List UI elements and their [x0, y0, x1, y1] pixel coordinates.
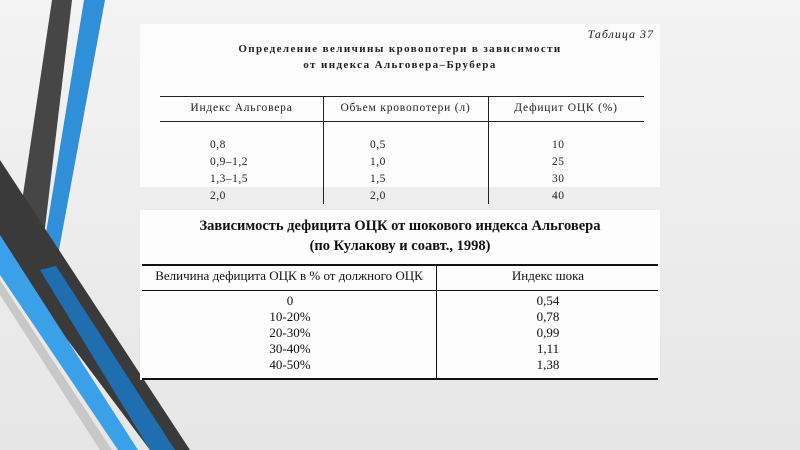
table1-number: Таблица 37	[587, 27, 654, 41]
table1-header-volume: Объем кровопотери (л)	[340, 102, 471, 114]
table2-cell: 1,38	[536, 357, 560, 372]
table1-column-index	[210, 137, 280, 205]
table1-cell: 0,8	[210, 139, 226, 151]
table1-rule-header	[160, 121, 644, 122]
table2-title	[140, 216, 660, 256]
table1-title	[140, 41, 660, 73]
table2-cell: 30-40%	[269, 341, 311, 356]
table2-cell: 0,54	[536, 293, 560, 308]
table2-header-deficit: Величина дефицита ОЦК в % от должного ОЦК	[155, 268, 423, 283]
table1-cell: 30	[552, 173, 565, 185]
table2-column-deficit	[230, 293, 350, 373]
table2-cell: 0	[286, 293, 294, 308]
table2-title-line1: Зависимость дефицита ОЦК от шокового индекса Альговера	[199, 218, 601, 234]
table1-cell: 1,0	[370, 156, 386, 168]
table2-header-shock-index: Индекс шока	[511, 268, 585, 283]
table1-title-line1: Определение величины кровопотери в зависимости	[238, 43, 562, 55]
table2-rule-top	[142, 264, 658, 266]
table2-cell: 0,78	[536, 309, 560, 324]
table1-cell: 25	[552, 156, 565, 168]
table2-cell: 40-50%	[269, 357, 311, 372]
table2-cell: 1,11	[536, 341, 560, 356]
table1-cell: 0,5	[370, 139, 386, 151]
table1-cell: 1,5	[370, 173, 386, 185]
table2-cell: 0,99	[536, 325, 560, 340]
table2-cell: 20-30%	[269, 325, 311, 340]
table1-column-volume	[370, 137, 430, 205]
table2-col-divider	[436, 264, 437, 378]
table1-title-line2: от индекса Альговера–Брубера	[303, 59, 497, 71]
table1-cell: 2,0	[210, 190, 226, 202]
table2-rule-header	[142, 290, 658, 291]
table1-column-deficit	[552, 137, 592, 205]
table1-cell: 10	[552, 139, 565, 151]
table1-rule-top	[160, 96, 644, 97]
table1-cell: 0,9–1,2	[210, 156, 248, 168]
table1-cell: 40	[552, 190, 565, 202]
table2-column-shock-index	[488, 293, 608, 373]
table2-scan	[140, 210, 660, 380]
table1-header-deficit: Дефицит ОЦК (%)	[514, 102, 618, 114]
table1-cell: 2,0	[370, 190, 386, 202]
table2-title-line2: (по Кулакову и соавт., 1998)	[309, 238, 491, 254]
table2-cell: 10-20%	[269, 309, 311, 324]
table2-rule-bottom	[142, 378, 658, 380]
table1-header-index: Индекс Альговера	[190, 102, 293, 114]
table1-cell: 1,3–1,5	[210, 173, 248, 185]
table1-scan	[140, 24, 660, 202]
